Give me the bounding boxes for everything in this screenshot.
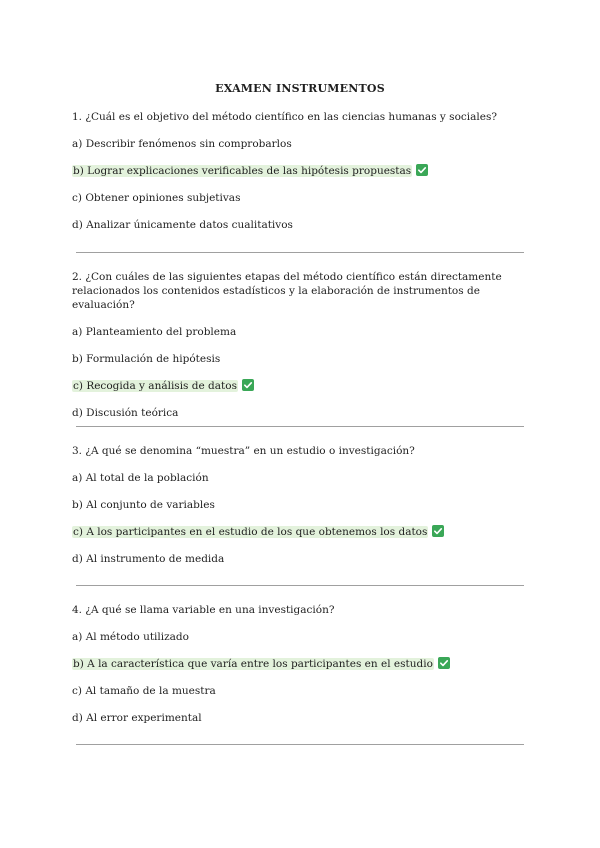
option-b: b) Al conjunto de variables (72, 499, 215, 511)
section-divider (76, 252, 524, 253)
option-d: d) Al instrumento de medida (72, 553, 225, 565)
option-c: c) Al tamaño de la muestra (72, 685, 216, 697)
option-d: d) Al error experimental (72, 712, 202, 724)
question-text: 4. ¿A qué se llama variable en una investigación? (72, 604, 335, 616)
question-3 (72, 444, 528, 566)
question-text: 1. ¿Cuál es el objetivo del método científico en las ciencias humanas y sociales? (72, 111, 497, 123)
question-2 (72, 270, 528, 420)
option-c-correct: c) A los participantes en el estudio de los que obtenemos los datos (72, 525, 528, 539)
option-a: a) Describir fenómenos sin comprobarlos (72, 138, 292, 150)
check-mark-icon (242, 379, 254, 391)
section-divider (76, 744, 524, 745)
check-mark-icon (416, 164, 428, 176)
option-c: c) Obtener opiniones subjetivas (72, 192, 241, 204)
page-title: EXAMEN INSTRUMENTOS (215, 82, 385, 95)
question-1 (72, 110, 528, 232)
question-4 (72, 603, 528, 725)
option-b-correct: b) A la característica que varía entre los participantes en el estudio (72, 657, 528, 671)
option-d: d) Discusión teórica (72, 407, 179, 419)
section-divider (76, 585, 524, 586)
option-a: a) Planteamiento del problema (72, 326, 237, 338)
section-divider (76, 426, 524, 427)
check-mark-icon (438, 657, 450, 669)
check-mark-icon (432, 525, 444, 537)
option-d: d) Analizar únicamente datos cualitativos (72, 219, 293, 231)
question-text: 3. ¿A qué se denomina “muestra” en un estudio o investigación? (72, 445, 415, 457)
option-c-correct: c) Recogida y análisis de datos (72, 379, 528, 393)
option-a: a) Al método utilizado (72, 631, 189, 643)
option-a: a) Al total de la población (72, 472, 209, 484)
option-b: b) Formulación de hipótesis (72, 353, 221, 365)
option-b-correct: b) Lograr explicaciones verificables de las hipótesis propuestas (72, 164, 528, 178)
question-text: 2. ¿Con cuáles de las siguientes etapas del método científico están directamente relacionados los contenidos estadísticos y la elaboración de instrumentos de evaluación? (72, 271, 502, 311)
